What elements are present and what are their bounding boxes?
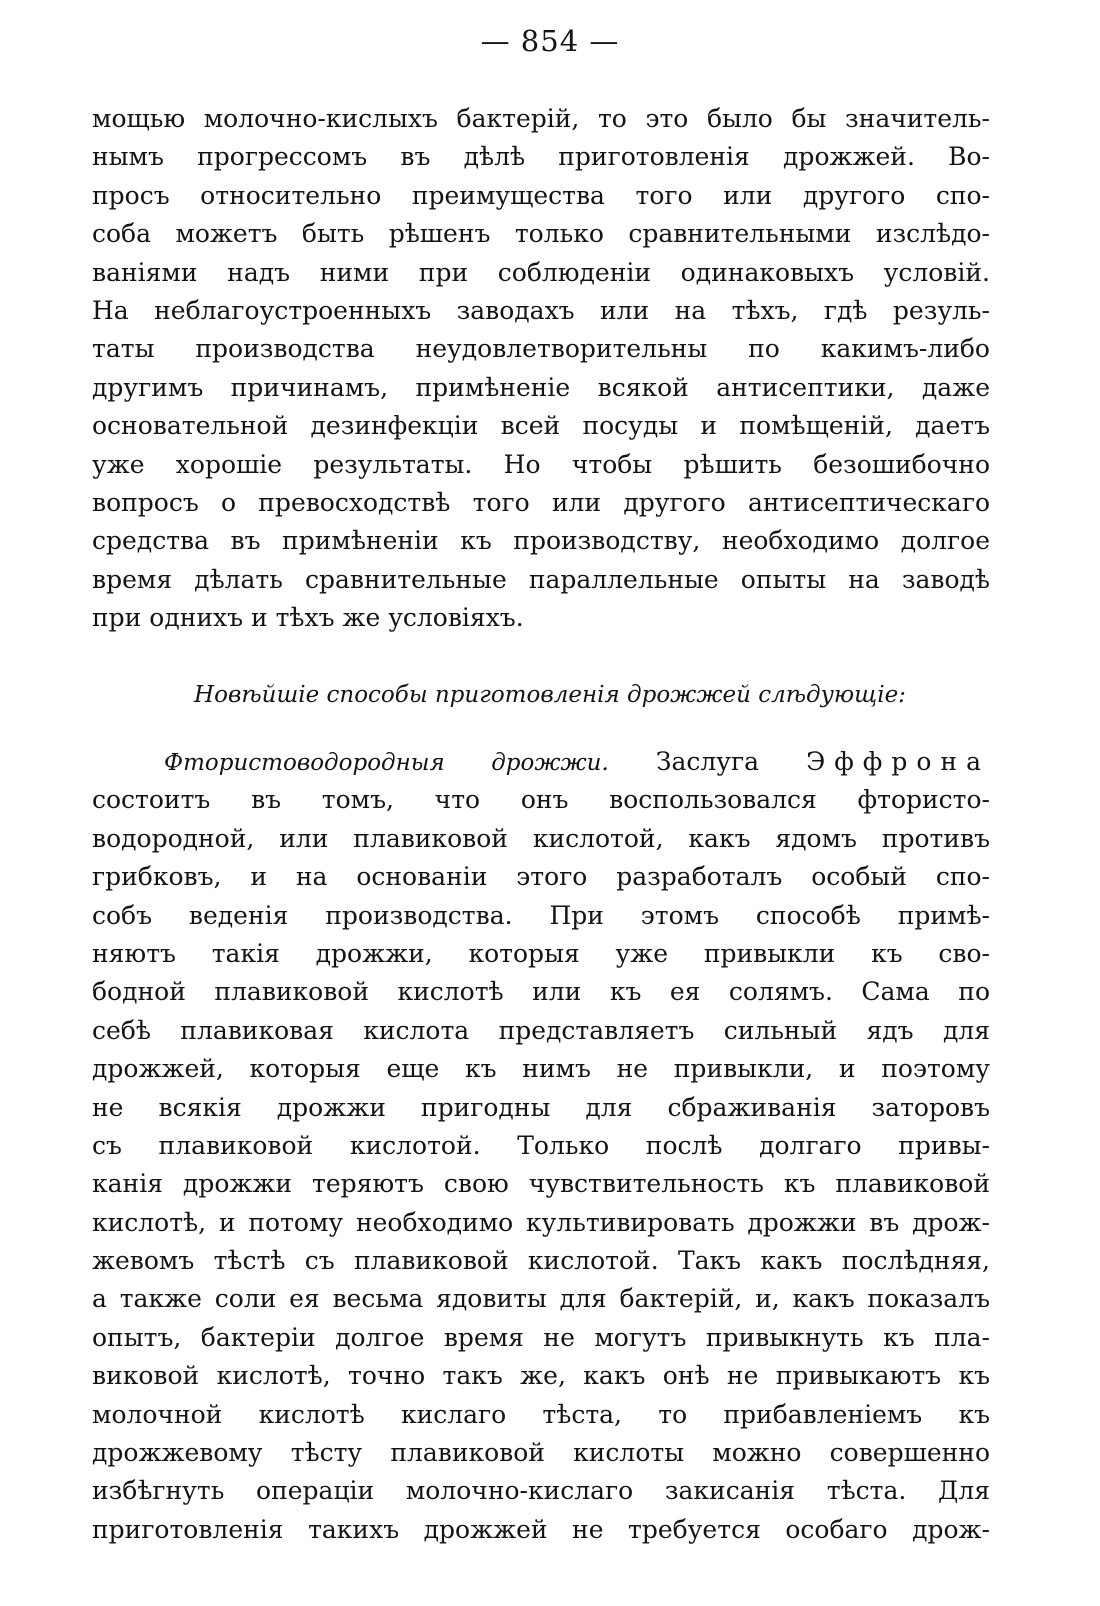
text-line: состоитъ въ томъ, что онъ воспользовался фтористо-: [92, 785, 990, 815]
text-line: избѣгнуть операціи молочно-кислаго закисанія тѣста. Для: [92, 1476, 990, 1506]
text-line: уже хорошіе результаты. Но чтобы рѣшить безошибочно: [92, 449, 990, 479]
text-line: канія дрожжи теряютъ свою чувствительность къ плавиковой: [92, 1169, 990, 1199]
text-line: не всякія дрожжи пригодны для сбраживанія заторовъ: [92, 1092, 990, 1122]
text-line: себѣ плавиковая кислота представляетъ сильный ядъ для: [92, 1015, 990, 1045]
text-line: основательной дезинфекціи всей посуды и помѣщеній, даетъ: [92, 411, 990, 441]
text-line: собъ веденія производства. При этомъ способѣ примѣ-: [92, 900, 990, 930]
text-line: просъ относительно преимущества того или другого спо-: [92, 180, 990, 210]
text-line: приготовленія такихъ дрожжей не требуется особаго дрож-: [92, 1514, 990, 1544]
text-line: соба можетъ быть рѣшенъ только сравнительными изслѣдо-: [92, 219, 990, 249]
author-name: Эффрона: [806, 747, 990, 776]
text-line: кислотѣ, и потому необходимо культивировать дрожжи въ дрож-: [92, 1207, 990, 1237]
text-line: водородной, или плавиковой кислотой, какъ ядомъ противъ: [92, 823, 990, 853]
text-line: На неблагоустроенныхъ заводахъ или на тѣхъ, гдѣ резуль-: [92, 295, 990, 325]
text-line: жевомъ тѣстѣ съ плавиковой кислотой. Такъ какъ послѣдняя,: [92, 1246, 990, 1276]
text-line: съ плавиковой кислотой. Только послѣ долгаго привы-: [92, 1130, 990, 1160]
text-line: а также соли ея весьма ядовиты для бактерій, и, какъ показалъ: [92, 1284, 990, 1314]
text-line: нымъ прогрессомъ въ дѣлѣ приготовленія дрожжей. Во-: [92, 142, 990, 172]
text-line: мощью молочно-кислыхъ бактерій, то это было бы значитель-: [92, 104, 990, 133]
section-heading: Новѣйшіе способы приготовленія дрожжей слѣдующіе:: [194, 682, 906, 708]
first-line: [92, 743, 990, 781]
paragraph-hydrofluoric-yeast: [92, 743, 990, 1549]
paragraph-continued: [92, 100, 990, 637]
text-line: молочной кислотѣ кислаго тѣста, то прибавленіемъ къ: [92, 1399, 990, 1429]
text-line: другимъ причинамъ, примѣненіе всякой антисептики, даже: [92, 372, 990, 402]
text-line: опытъ, бактеріи долгое время не могутъ привыкнуть къ пла-: [92, 1322, 990, 1352]
text-line: вопросъ о превосходствѣ того или другого антисептическаго: [92, 487, 990, 517]
text-line: бодной плавиковой кислотѣ или къ ея солямъ. Сама по: [92, 977, 990, 1007]
text-line: таты производства неудовлетворительны по какимъ-либо: [92, 334, 990, 364]
text-line: дрожжей, которыя еще къ нимъ не привыкли, и поэтому: [92, 1054, 990, 1084]
run-in-title: Фтористоводородныя дрожжи.: [164, 750, 609, 776]
text-line: при однихъ и тѣхъ же условіяхъ.: [92, 603, 524, 633]
page-number: — 854 —: [480, 24, 620, 58]
text-line: грибковъ, и на основаніи этого разработалъ особый спо-: [92, 862, 990, 892]
first-line-text: Заслуга: [655, 747, 759, 776]
text-line: ваніями надъ ними при соблюденіи одинаковыхъ условій.: [92, 257, 990, 287]
text-line: няютъ такія дрожжи, которыя уже привыкли къ сво-: [92, 938, 990, 968]
text-line: время дѣлать сравнительные параллельные опыты на заводѣ: [92, 564, 990, 594]
text-line: виковой кислотѣ, точно такъ же, какъ онѣ не привыкаютъ къ: [92, 1361, 990, 1391]
text-line: дрожжевому тѣсту плавиковой кислоты можно совершенно: [92, 1438, 990, 1468]
text-line: средства въ примѣненіи къ производству, необходимо долгое: [92, 526, 990, 556]
